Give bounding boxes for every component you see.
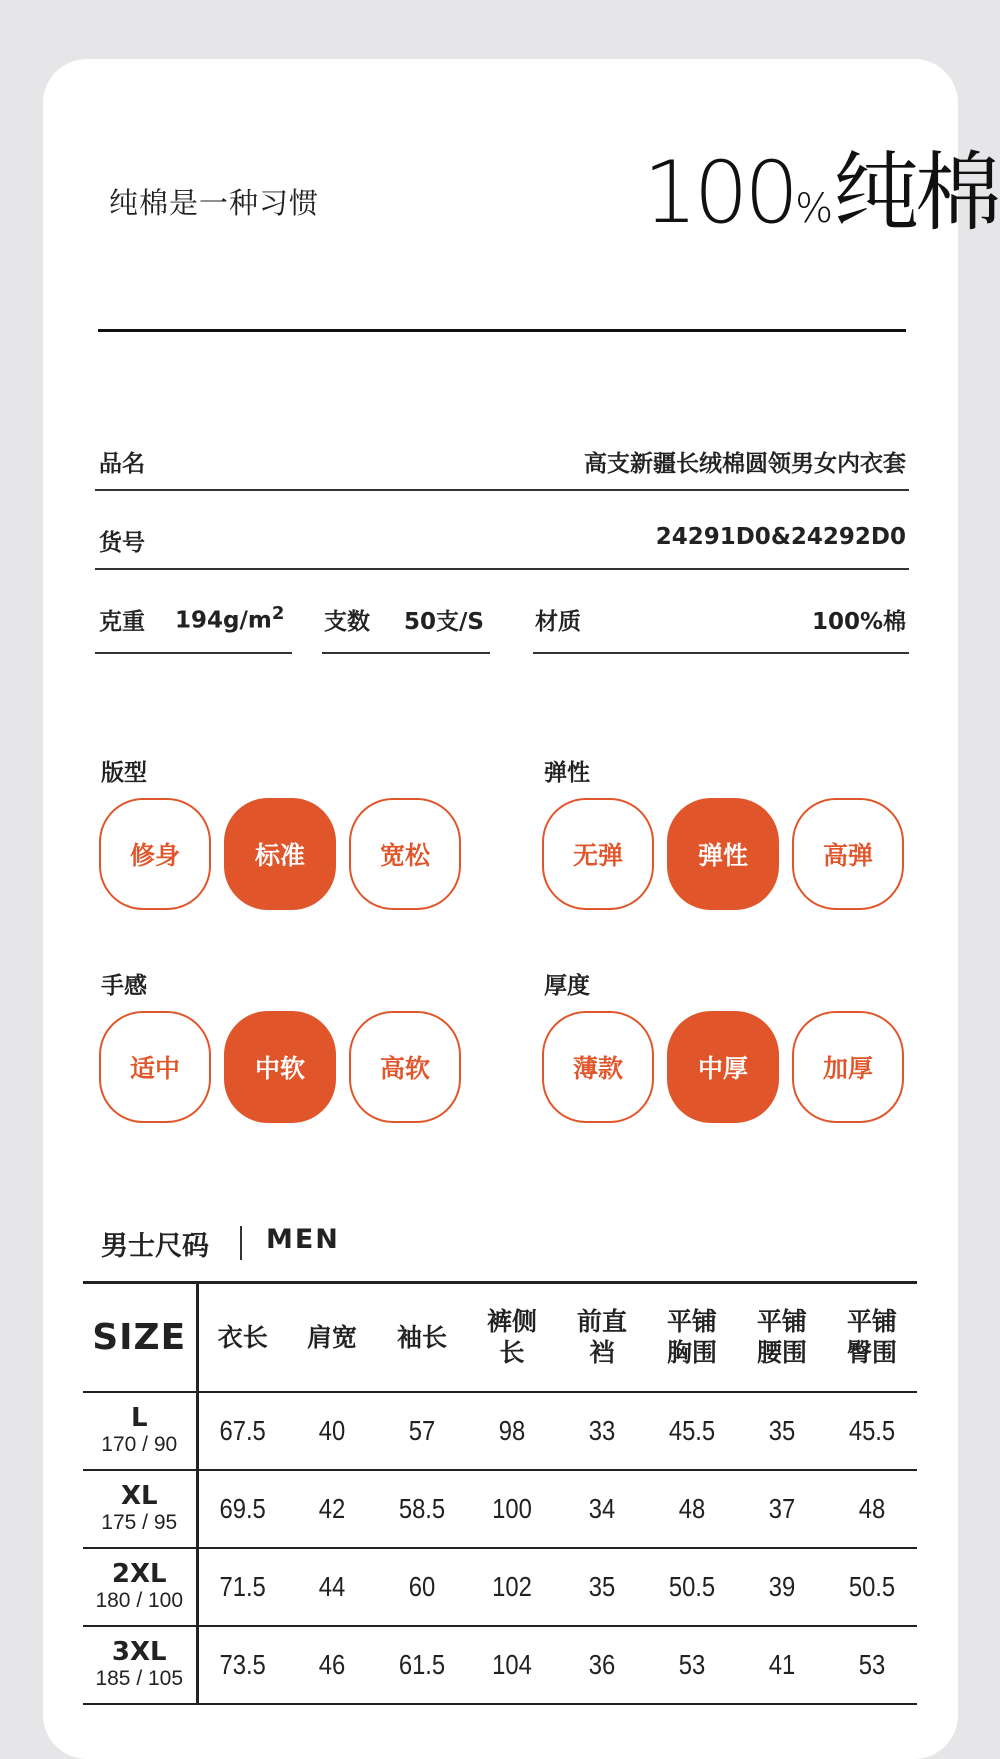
size-table-header: [83, 1283, 917, 1392]
feel-option-moderate: 适中: [99, 1011, 211, 1123]
column-header-text: 平铺臀围: [846, 1307, 897, 1368]
table-cell: 45.5: [848, 1414, 896, 1446]
table-cell: 50.5: [848, 1570, 896, 1602]
table-cell: 53: [858, 1648, 886, 1680]
fit-option-loose: 宽松: [349, 798, 461, 910]
feel-option-medium-soft: 中软: [224, 1011, 336, 1123]
table-cell: 57: [408, 1414, 436, 1446]
column-header: [467, 1283, 557, 1392]
elasticity-title: 弹性: [544, 760, 590, 786]
table-cell: 44: [318, 1570, 346, 1602]
thickness-option-medium: 中厚: [667, 1011, 779, 1123]
size-cell: [83, 1470, 197, 1548]
material-divider: [533, 652, 909, 654]
table-cell: 104: [492, 1648, 532, 1680]
title-text: 纯棉: [833, 143, 998, 243]
thickness-option-thick: 加厚: [792, 1011, 904, 1123]
table-cell: 40: [318, 1414, 346, 1446]
count-value: 50支/S: [404, 609, 484, 635]
table-row: [83, 1626, 917, 1704]
header-divider: [98, 329, 906, 332]
column-header: 衣长: [217, 1322, 268, 1352]
size-body: 175 / 95: [101, 1510, 178, 1534]
table-cell: 33: [588, 1414, 616, 1446]
table-row: [83, 1470, 917, 1548]
table-row: [83, 1392, 917, 1470]
material-value: 100%棉: [811, 609, 906, 635]
table-cell: 41: [768, 1648, 796, 1680]
material-label: 材质: [535, 609, 581, 635]
weight-divider: [95, 652, 292, 654]
table-cell: 35: [768, 1414, 796, 1446]
column-header: [557, 1283, 647, 1392]
table-cell: 48: [678, 1492, 706, 1524]
table-cell: 71.5: [219, 1570, 266, 1602]
column-header-text: 前直裆: [576, 1307, 627, 1368]
column-header-text: 裤侧长: [486, 1307, 537, 1368]
size-body: 170 / 90: [101, 1432, 178, 1456]
table-cell: 61.5: [398, 1648, 446, 1680]
table-cell: 48: [858, 1492, 886, 1524]
tagline: 纯棉是一种习惯: [109, 186, 320, 220]
size-cell: [83, 1626, 197, 1704]
table-cell: 73.5: [219, 1648, 266, 1680]
headline-title: [643, 143, 998, 243]
table-cell: 58.5: [398, 1492, 446, 1524]
column-header: [647, 1283, 737, 1392]
size-name: XL: [120, 1481, 158, 1512]
column-header-text: 平铺腰围: [756, 1307, 807, 1368]
weight-exponent: 2: [271, 603, 285, 624]
elasticity-option-elastic: 弹性: [667, 798, 779, 910]
feel-option-high-soft: 高软: [349, 1011, 461, 1123]
thickness-option-thin: 薄款: [542, 1011, 654, 1123]
column-header: [737, 1283, 827, 1392]
fit-option-standard: 标准: [224, 798, 336, 910]
name-value: 高支新疆长绒棉圆领男女内衣套: [584, 451, 906, 477]
table-cell: 39: [768, 1570, 796, 1602]
size-body: 180 / 100: [95, 1588, 184, 1612]
elasticity-option-none: 无弹: [542, 798, 654, 910]
table-cell: 69.5: [219, 1492, 266, 1524]
table-row: [83, 1548, 917, 1626]
size-table: [83, 1281, 917, 1705]
table-cell: 100: [492, 1492, 532, 1524]
size-chart-separator: [240, 1226, 242, 1260]
size-name: 2XL: [111, 1559, 167, 1590]
table-cell: 34: [588, 1492, 616, 1524]
table-cell: 37: [768, 1492, 796, 1524]
table-cell: 98: [498, 1414, 526, 1446]
size-cell: [83, 1392, 197, 1470]
elasticity-option-high: 高弹: [792, 798, 904, 910]
size-chart-subtitle: MEN: [266, 1224, 340, 1255]
count-label: 支数: [324, 609, 370, 635]
table-cell: 35: [588, 1570, 616, 1602]
sku-value: 24291D0&24292D0: [655, 524, 906, 550]
size-body: 185 / 105: [95, 1666, 184, 1690]
table-cell: 42: [318, 1492, 346, 1524]
table-cell: 50.5: [668, 1570, 716, 1602]
weight-number: 194g/m: [175, 607, 272, 634]
column-header: [827, 1283, 917, 1392]
table-cell: 45.5: [668, 1414, 716, 1446]
feel-title: 手感: [101, 973, 147, 999]
table-cell: 53: [678, 1648, 706, 1680]
sku-divider: [95, 568, 909, 570]
thickness-title: 厚度: [544, 973, 590, 999]
table-cell: 60: [408, 1570, 436, 1602]
column-header: 袖长: [396, 1322, 447, 1352]
fit-option-slim: 修身: [99, 798, 211, 910]
size-chart-title: 男士尺码: [101, 1231, 209, 1262]
count-divider: [322, 652, 490, 654]
name-label: 品名: [99, 451, 145, 477]
sku-label: 货号: [99, 530, 145, 556]
name-divider: [95, 489, 909, 491]
size-header: SIZE: [83, 1283, 197, 1392]
weight-label: 克重: [99, 609, 145, 635]
table-cell: 67.5: [219, 1414, 266, 1446]
column-header-text: 平铺胸围: [666, 1307, 717, 1368]
column-header: 肩宽: [306, 1322, 357, 1352]
table-cell: 102: [492, 1570, 532, 1602]
title-number: 100: [643, 143, 796, 243]
fit-title: 版型: [101, 760, 147, 786]
table-cell: 36: [588, 1648, 616, 1680]
size-name: L: [130, 1403, 148, 1434]
size-cell: [83, 1548, 197, 1626]
title-percent: %: [795, 186, 834, 232]
table-cell: 46: [318, 1648, 346, 1680]
size-name: 3XL: [111, 1637, 167, 1668]
weight-value: [175, 603, 284, 634]
